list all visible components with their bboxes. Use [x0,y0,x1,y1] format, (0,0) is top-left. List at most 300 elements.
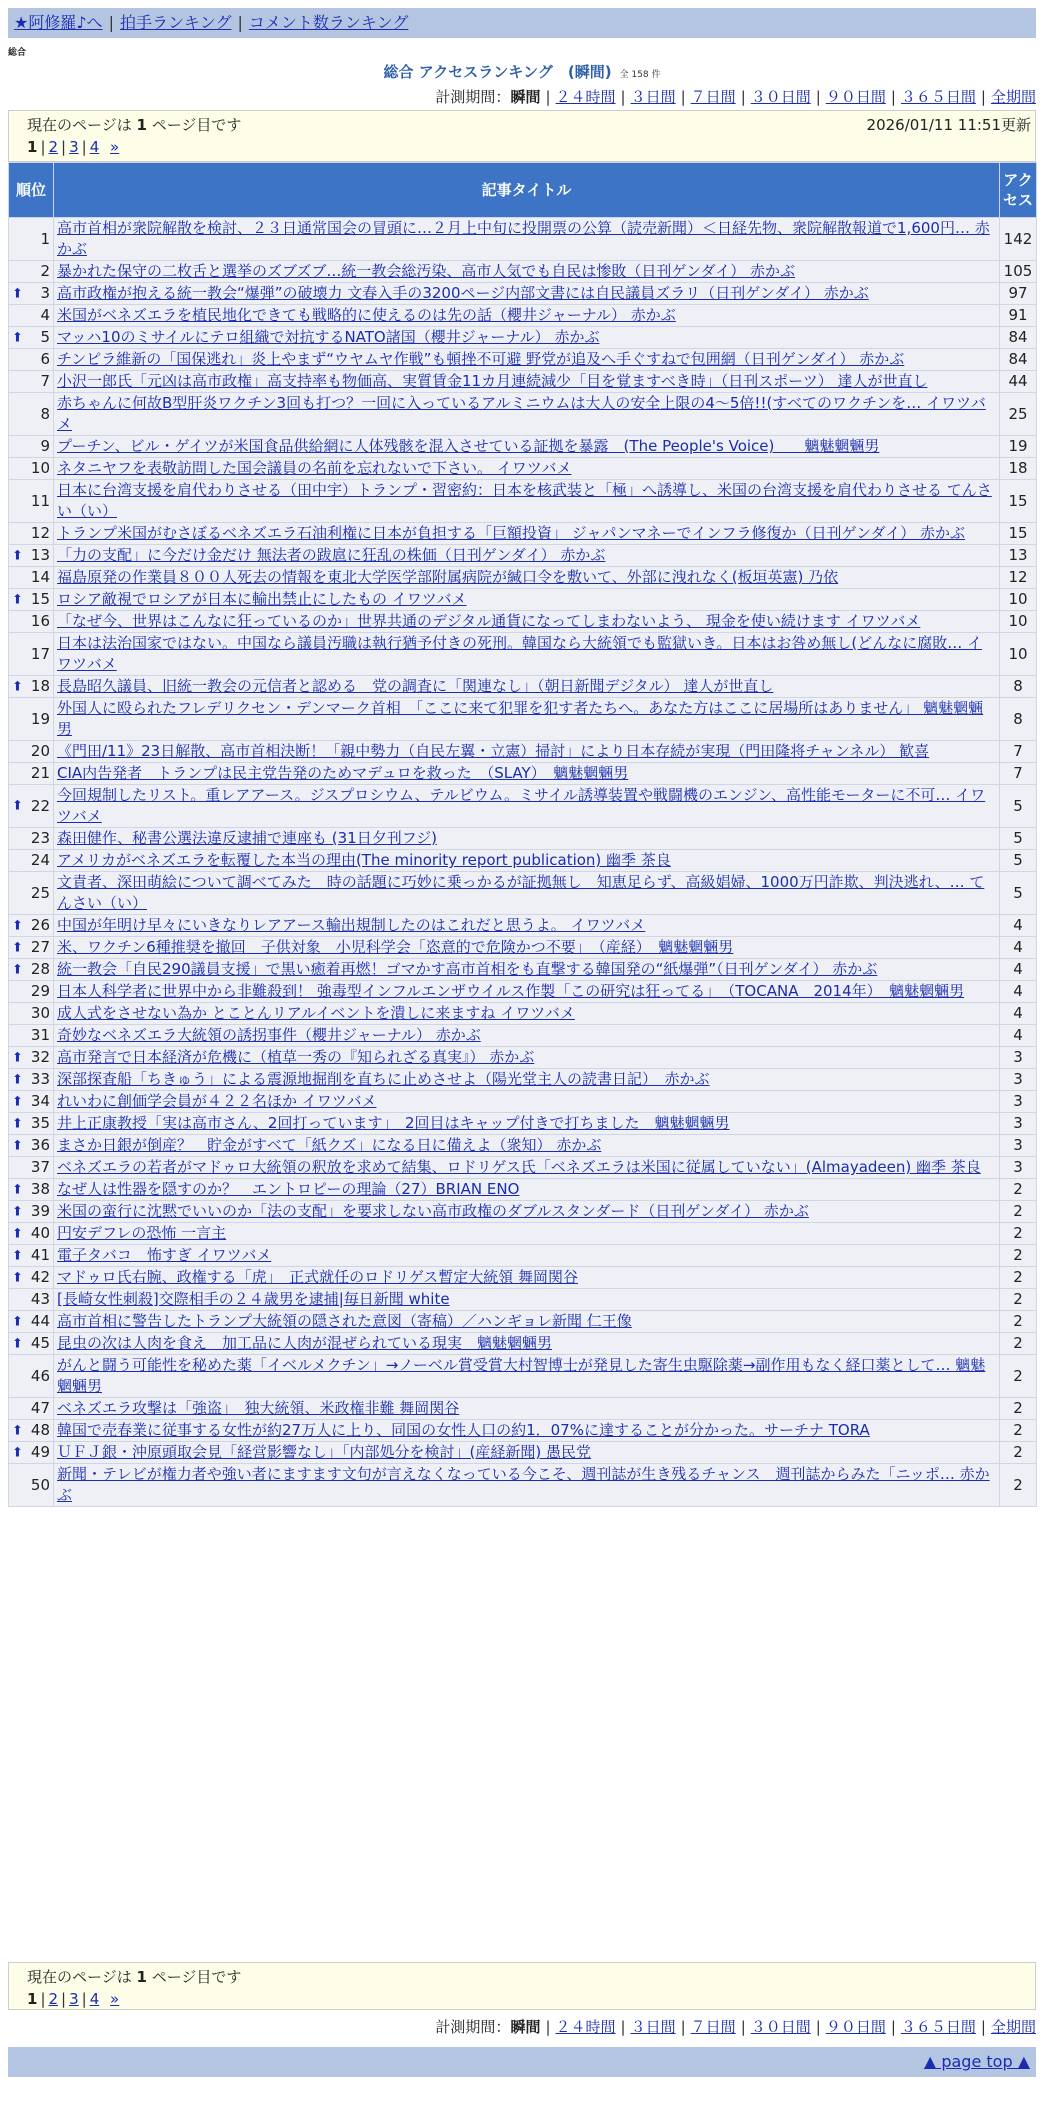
title-cell [54,283,1000,305]
access-count: 12 [1000,567,1037,589]
page-info-bottom [8,1962,1036,2010]
rank-cell [9,785,54,828]
rank-number: 20 [30,742,50,760]
rank-number: 31 [30,1026,50,1044]
rank-number: 19 [30,709,50,728]
rank-cell [9,915,54,937]
access-count: 142 [1000,218,1037,261]
article-link[interactable]: 日本人科学者に世界中から非難殺到！ 強毒型インフルエンザウイルス作製「この研究は狂ってる」 （TOCANA 2014年） 魑魅魍魎男 [57,982,965,1000]
header-title: 記事タイトル [54,163,1000,218]
up-arrow-icon: ⬆ [12,1204,23,1219]
article-link[interactable]: 中国が年明け早々にいきなりレアアース輸出規制したのはこれだと思うよ。 イワツバメ [57,916,646,934]
rank-cell [9,1267,54,1289]
up-arrow-icon: ⬆ [12,1314,23,1329]
title-cell [54,1201,1000,1223]
access-count: 3 [1000,1113,1037,1135]
up-arrow-icon: ⬆ [12,1182,23,1197]
up-arrow-icon: ⬆ [12,1072,23,1087]
article-link[interactable]: 日本に台湾支援を肩代わりさせる（田中宇）トランプ・習密約：日本を核武装と「極」へ誘導し、米国の台湾支援を肩代わりさせる てんさい（い） [57,481,992,520]
table-row [9,698,1037,741]
period-link-7d[interactable]: ７日間 [690,88,736,106]
table-row [9,1245,1037,1267]
title-cell [54,1179,1000,1201]
table-row [9,1223,1037,1245]
pager-link-2[interactable]: 2 [48,138,59,156]
article-link[interactable]: ベネズエラ攻撃は「強盗」 独大統領、米政権非難 舞岡関谷 [57,1399,460,1417]
pager-current: 1 [27,1990,38,2008]
access-count: 4 [1000,1025,1037,1047]
up-arrow-icon: ⬆ [12,330,23,345]
rank-number: 15 [30,590,50,608]
article-link[interactable]: 長島昭久議員、旧統一教会の元信者と認める 党の調査に「関連なし」（朝日新聞デジタル） 達人が世直し [57,677,774,695]
article-link[interactable]: 高市発言で日本経済が危機に（植草一秀の『知られざる真実』） 赤かぶ [57,1048,535,1066]
rank-cell [9,741,54,763]
up-arrow-icon: ⬆ [12,592,23,607]
title-cell [54,1289,1000,1311]
period-link-24h[interactable]: ２４時間 [555,88,616,106]
article-link[interactable]: 深部探査船「ちきゅう」による震源地掘削を直ちに止めさせよ（陽光堂主人の読書日記） 赤かぶ [57,1070,710,1088]
rank-cell [9,436,54,458]
table-row [9,458,1037,480]
rank-cell [9,828,54,850]
access-count: 2 [1000,1311,1037,1333]
nav-link-clap-ranking[interactable]: 拍手ランキング [119,13,232,32]
table-row [9,1398,1037,1420]
access-count: 3 [1000,1091,1037,1113]
rank-number: 2 [40,262,50,280]
article-link[interactable]: 高市政権が抱える統一教会“爆弾”の破壊力 文春入手の3200ページ内部文書には自民議員ズラリ（日刊ゲンダイ） 赤かぶ [57,284,869,302]
article-link[interactable]: 森田健作、秘書公選法違反逮捕で連座も (31日夕刊フジ) [57,829,437,847]
rank-number: 1 [40,229,50,248]
period-link-all[interactable]: 全期間 [990,2018,1036,2036]
table-row [9,480,1037,523]
rank-number: 7 [40,372,50,390]
access-count: 2 [1000,1289,1037,1311]
period-link-30d[interactable]: ３０日間 [750,88,811,106]
title-cell [54,1135,1000,1157]
rank-number: 11 [30,491,50,510]
pager-next[interactable]: » [110,1990,120,2008]
pager-link-3[interactable]: 3 [69,1990,79,2008]
article-link[interactable]: ベネズエラの若者がマドゥロ大統領の釈放を求めて結集、ロドリゲス氏「ベネズエラは米国に従属していない」(Almayadeen) 幽季 茶良 [57,1158,981,1176]
access-count: 15 [1000,480,1037,523]
article-link[interactable]: 日本は法治国家ではない。中国なら議員汚職は執行猶予付きの死刑。韓国なら大統領でも監獄いき。日本はお咎め無し(どんなに腐敗… イワツバメ [57,634,983,673]
table-row [9,611,1037,633]
article-link[interactable]: 韓国で売春業に従事する女性が約27万人に上り、同国の女性人口の約1．07%に達することが分かった。サーチナ TORA [57,1421,870,1439]
title-cell [54,327,1000,349]
article-link[interactable]: がんと闘う可能性を秘めた薬「イベルメクチン」→ノーベル賞受賞大村智博士が発見した寄生虫駆除薬→副作用もなく経口薬として… 魑魅魍魎男 [57,1356,986,1395]
table-row [9,1333,1037,1355]
up-arrow-icon: ⬆ [12,798,23,814]
title-cell [54,567,1000,589]
rank-cell [9,371,54,393]
table-row [9,1091,1037,1113]
access-count: 10 [1000,611,1037,633]
rank-cell [9,1069,54,1091]
access-count: 5 [1000,850,1037,872]
article-link[interactable]: ＵＦＪ銀・沖原頭取会見「経営影響なし」「内部処分を検討」(産経新聞) 愚民党 [57,1443,591,1461]
article-link[interactable]: まさか日銀が倒産？ 貯金がすべて「紙クズ」になる日に備えよ（衆知） 赤かぶ [57,1136,602,1154]
title-cell [54,741,1000,763]
article-link[interactable]: チンピラ維新の「国保逃れ」炎上やまず“ウヤムヤ作戦”も頓挫不可避 野党が追及へ手ぐすねで包囲網（日刊ゲンダイ） 赤かぶ [57,350,905,368]
rank-number: 35 [30,1114,50,1132]
rank-number: 37 [30,1158,50,1176]
nav-link-asyura[interactable]: ★阿修羅♪へ [14,13,103,32]
rank-cell [9,981,54,1003]
rank-number: 16 [30,612,50,630]
current-page-text: 現在のページは 1 ページ目です [27,116,242,134]
article-link[interactable]: 統一教会「自民290議員支援」で黒い癒着再燃！ゴマかす高市首相をも直撃する韓国発の“紙爆弾”（日刊ゲンダイ） 赤かぶ [57,960,878,978]
page-info-top [8,110,1036,162]
article-link[interactable]: マドゥロ氏右腕、政権する「虎」 正式就任のロドリゲス暫定大統領 舞岡関谷 [57,1268,578,1286]
nav-separator: | [108,13,114,32]
rank-number: 12 [30,524,50,542]
pager-link-2[interactable]: 2 [48,1990,59,2008]
period-link-24h[interactable]: ２４時間 [555,2018,616,2036]
article-link[interactable]: 赤ちゃんに何故B型肝炎ワクチン3回も打つ？一回に入っているアルミニウムは大人の安全上限の4〜5倍!!(すべてのワクチンを… イワツバメ [57,394,986,433]
access-count: 18 [1000,458,1037,480]
rank-cell [9,959,54,981]
rank-number: 13 [30,546,50,564]
rank-cell [9,872,54,915]
page-title [0,61,1044,82]
table-row [9,763,1037,785]
rank-cell [9,850,54,872]
title-cell [54,633,1000,676]
title-cell [54,1069,1000,1091]
up-arrow-icon: ⬆ [12,918,23,933]
rank-cell [9,1179,54,1201]
up-arrow-icon: ⬆ [12,962,23,977]
rank-cell [9,1157,54,1179]
table-row [9,785,1037,828]
ranking-table [8,162,1037,1507]
title-cell [54,872,1000,915]
table-row [9,1069,1037,1091]
title-cell [54,393,1000,436]
table-row [9,371,1037,393]
nav-link-comment-ranking[interactable]: コメント数ランキング [248,13,409,32]
article-link[interactable]: CIA内告発者 トランプは民主党告発のためマデュロを救った （SLAY） 魑魅魍魎男 [57,764,629,782]
article-link[interactable]: 米、ワクチン6種推奨を撤回 子供対象 小児科学会「恣意的で危険かつ不要」 （産経） 魑魅魍魎男 [57,938,734,956]
access-count: 10 [1000,589,1037,611]
rank-number: 22 [30,796,50,815]
access-count: 4 [1000,915,1037,937]
article-link[interactable]: 高市首相に警告したトランプ大統領の隠された意図（寄稿）／ハンギョレ新聞 仁王像 [57,1312,632,1330]
article-link[interactable]: 《門田/11》23日解散、高市首相決断！「親中勢力（自民左翼・立憲）掃討」により日本存続が実現（門田隆将チャンネル） 歓喜 [57,742,930,760]
article-link[interactable]: アメリカがベネズエラを転覆した本当の理由(The minority report publication) 幽季 茶良 [57,851,671,869]
title-cell [54,915,1000,937]
article-link[interactable]: 成人式をさせない為か とことんリアルイベントを潰しに来ますね イワツバメ [57,1004,575,1022]
table-row [9,261,1037,283]
period-current: 瞬間 [510,2018,541,2036]
period-selector-bottom: 計測期間：瞬間 | ２４時間 | ３日間 | ７日間 | ３０日間 | ９０日間 | ３６５日間 | 全期間 [435,2018,1036,2036]
rank-cell [9,523,54,545]
access-count: 8 [1000,676,1037,698]
title-cell [54,545,1000,567]
page-title-text: 総合 アクセスランキング (瞬間) [383,63,612,81]
page-top-link[interactable]: ▲ page top ▲ [923,2052,1030,2071]
rank-cell [9,1135,54,1157]
table-row [9,393,1037,436]
rank-number: 41 [30,1246,50,1264]
rank-cell [9,393,54,436]
table-row [9,1442,1037,1464]
article-link[interactable]: 外国人に殴られたフレデリクセン・デンマーク首相 「ここに来て犯罪を犯す者たちへ。あなた方はここに居場所はありません」 魑魅魍魎男 [57,699,984,738]
access-count: 2 [1000,1179,1037,1201]
rank-cell [9,480,54,523]
period-label: 計測期間： [435,2018,511,2036]
title-cell [54,1025,1000,1047]
rank-number: 17 [30,644,50,663]
total-count: 全 158 件 [619,70,661,80]
rank-number: 43 [30,1290,50,1308]
pager-link-4[interactable]: 4 [89,138,100,156]
article-link[interactable]: トランプ米国がむさぼるベネズエラ石油利権に日本が負担する「巨額投資」 ジャパンマネーでインフラ修復か（日刊ゲンダイ） 赤かぶ [57,524,966,542]
rank-number: 49 [30,1443,50,1461]
article-link[interactable]: 高市首相が衆院解散を検討、２３日通常国会の冒頭に…２月上中旬に投開票の公算（読売新聞）＜日経先物、衆院解散報道で1,600円… 赤かぶ [57,219,990,258]
title-cell [54,1113,1000,1135]
rank-cell [9,1398,54,1420]
rank-number: 5 [40,328,50,346]
title-cell [54,676,1000,698]
article-link[interactable]: 福島原発の作業員８００人死去の情報を東北大学医学部附属病院が緘口令を敷いて、外部に洩れなく(板垣英憲) 乃依 [57,568,839,586]
article-link[interactable]: 文責者、深田萌絵について調べてみた 時の話題に巧妙に乗っかるが証拠無し 知恵足らず、高級娼婦、1000万円詐欺、判決逃れ、… てんさい（い） [57,873,985,912]
access-count: 3 [1000,1157,1037,1179]
rank-number: 27 [30,938,50,956]
rank-cell [9,349,54,371]
article-link[interactable]: 円安デフレの恐怖 一言主 [57,1224,227,1242]
period-link-7d[interactable]: ７日間 [690,2018,736,2036]
title-cell [54,1355,1000,1398]
pager-next[interactable]: » [110,138,120,156]
period-link-365d[interactable]: ３６５日間 [900,2018,976,2036]
article-link[interactable]: 新聞・テレビが権力者や強い者にますます文句が言えなくなっている今こそ、週刊誌が生き残るチャンス 週刊誌からみた「ニッポ… 赤かぶ [57,1465,990,1504]
table-row [9,915,1037,937]
title-cell [54,1223,1000,1245]
rank-number: 9 [40,437,50,455]
access-count: 3 [1000,1047,1037,1069]
rank-number: 23 [30,829,50,847]
rank-cell [9,1091,54,1113]
rank-cell [9,1311,54,1333]
updated-timestamp: 2026/01/11 11:51更新 [866,116,1031,134]
table-row [9,589,1037,611]
pager-link-4[interactable]: 4 [89,1990,100,2008]
article-link[interactable]: プーチン、ビル・ゲイツが米国食品供給網に人体残骸を混入させている証拠を暴露 (The People's Voice) 魑魅魍魎男 [57,437,880,455]
title-cell [54,523,1000,545]
rank-number: 3 [40,284,50,302]
up-arrow-icon: ⬆ [12,940,23,955]
access-count: 84 [1000,327,1037,349]
access-count: 15 [1000,523,1037,545]
title-cell [54,1003,1000,1025]
article-link[interactable]: ネタニヤフを表敬訪問した国会議員の名前を忘れないで下さい。 イワツバメ [57,459,572,477]
title-cell [54,937,1000,959]
rank-cell [9,305,54,327]
access-count: 13 [1000,545,1037,567]
title-cell [54,850,1000,872]
table-row [9,305,1037,327]
title-cell [54,218,1000,261]
table-row [9,1464,1037,1507]
table-row [9,283,1037,305]
pager-top: 1 | 2 | 3 | 4 » [27,138,120,156]
table-header-row [9,163,1037,218]
pager-link-3[interactable]: 3 [69,138,79,156]
pager-current: 1 [27,138,38,156]
table-row [9,218,1037,261]
rank-number: 6 [40,350,50,368]
article-link[interactable]: 米国がベネズエラを植民地化できても戦略的に使えるのは先の話（櫻井ジャーナル） 赤かぶ [57,306,676,324]
title-cell [54,480,1000,523]
table-row [9,741,1037,763]
table-row [9,1289,1037,1311]
period-link-3d[interactable]: ３日間 [630,2018,676,2036]
title-cell [54,371,1000,393]
article-link[interactable]: 小沢一郎氏「元凶は高市政権」高支持率も物価高、実質賃金11カ月連続減少「目を覚ますべき時」（日刊スポーツ） 達人が世直し [57,372,928,390]
rank-cell [9,676,54,698]
rank-cell [9,567,54,589]
table-row [9,436,1037,458]
header-access: アクセス [1000,163,1037,218]
table-row [9,1025,1037,1047]
up-arrow-icon: ⬆ [12,1050,23,1065]
up-arrow-icon: ⬆ [12,1423,23,1438]
rank-cell [9,937,54,959]
period-link-3d[interactable]: ３日間 [630,88,676,106]
rank-cell [9,1047,54,1069]
article-link[interactable]: 井上正康教授「実は高市さん、2回打っています」 2回目はキャップ付きで打ちました 魑魅魍魎男 [57,1114,730,1132]
rank-number: 39 [30,1202,50,1220]
article-link[interactable]: 昆虫の次は人肉を食え 加工品に人肉が混ぜられている現実 魑魅魍魎男 [57,1334,553,1352]
title-cell [54,1157,1000,1179]
rank-number: 33 [30,1070,50,1088]
article-link[interactable]: 電子タバコ 怖すぎ イワツバメ [57,1246,272,1264]
bottom-bar [8,2047,1036,2077]
article-link[interactable]: れいわに創価学会員が４２２名ほか イワツバメ [57,1092,377,1110]
title-cell [54,828,1000,850]
title-cell [54,785,1000,828]
rank-cell [9,1442,54,1464]
access-count: 2 [1000,1464,1037,1507]
title-cell [54,436,1000,458]
rank-cell [9,545,54,567]
title-cell [54,981,1000,1003]
article-link[interactable]: マッハ10のミサイルにテロ組織で対抗するNATO諸国（櫻井ジャーナル） 赤かぶ [57,328,600,346]
access-count: 44 [1000,371,1037,393]
up-arrow-icon: ⬆ [12,1270,23,1285]
title-cell [54,1420,1000,1442]
period-link-90d[interactable]: ９０日間 [825,88,886,106]
period-link-all[interactable]: 全期間 [990,88,1036,106]
access-count: 91 [1000,305,1037,327]
rank-number: 47 [30,1399,50,1417]
title-cell [54,458,1000,480]
table-row [9,1113,1037,1135]
rank-number: 26 [30,916,50,934]
rank-cell [9,1245,54,1267]
article-link[interactable]: ロシア敵視でロシアが日本に輸出禁止にしたもの イワツバメ [57,590,467,608]
title-cell [54,305,1000,327]
access-count: 8 [1000,698,1037,741]
access-count: 25 [1000,393,1037,436]
article-link[interactable]: [長崎女性刺殺]交際相手の２４歳男を逮捕|毎日新聞 white [57,1290,450,1308]
rank-cell [9,1025,54,1047]
title-cell [54,349,1000,371]
title-cell [54,611,1000,633]
rank-number: 4 [40,306,50,324]
table-row [9,349,1037,371]
article-link[interactable]: なぜ人は性器を隠すのか？ エントロピーの理論（27）BRIAN ENO [57,1180,520,1198]
rank-cell [9,633,54,676]
rank-number: 32 [30,1048,50,1066]
rank-cell [9,458,54,480]
rank-cell [9,327,54,349]
up-arrow-icon: ⬆ [12,1226,23,1241]
access-count: 5 [1000,828,1037,850]
table-row [9,1003,1037,1025]
access-count: 19 [1000,436,1037,458]
period-current: 瞬間 [510,88,541,106]
pager-bottom: 1 | 2 | 3 | 4 » [27,1990,120,2008]
access-count: 97 [1000,283,1037,305]
access-count: 105 [1000,261,1037,283]
period-link-365d[interactable]: ３６５日間 [900,88,976,106]
access-count: 4 [1000,937,1037,959]
period-link-90d[interactable]: ９０日間 [825,2018,886,2036]
access-count: 7 [1000,741,1037,763]
rank-cell [9,1464,54,1507]
period-link-30d[interactable]: ３０日間 [750,2018,811,2036]
article-link[interactable]: 今回規制したリスト。重レアアース。ジスプロシウム、テルビウム。ミサイル誘導装置や戦闘機のエンジン、高性能モーターに不可… イワツバメ [57,786,986,825]
rank-number: 45 [30,1334,50,1352]
rank-number: 48 [30,1421,50,1439]
table-row [9,981,1037,1003]
article-link[interactable]: 米国の蛮行に沈黙でいいのか「法の支配」を要求しない高市政権のダブルスタンダード（日刊ゲンダイ） 赤かぶ [57,1202,809,1220]
title-cell [54,1311,1000,1333]
table-row [9,850,1037,872]
up-arrow-icon: ⬆ [12,1116,23,1131]
rank-number: 25 [30,883,50,902]
up-arrow-icon: ⬆ [12,1248,23,1263]
up-arrow-icon: ⬆ [12,548,23,563]
nav-separator: | [237,13,243,32]
rank-number: 28 [30,960,50,978]
table-row [9,1157,1037,1179]
access-count: 2 [1000,1420,1037,1442]
title-cell [54,763,1000,785]
rank-cell [9,261,54,283]
table-row [9,676,1037,698]
article-link[interactable]: 奇妙なベネズエラ大統領の誘拐事件（櫻井ジャーナル） 赤かぶ [57,1026,481,1044]
access-count: 2 [1000,1245,1037,1267]
article-link[interactable]: 暴かれた保守の二枚舌と選挙のズブズブ…統一教会総汚染、高市人気でも自民は惨敗（日刊ゲンダイ） 赤かぶ [57,262,795,280]
table-row [9,567,1037,589]
rank-number: 21 [30,764,50,782]
table-row [9,1201,1037,1223]
access-count: 10 [1000,633,1037,676]
rank-cell [9,1355,54,1398]
rank-number: 40 [30,1224,50,1242]
table-row [9,1355,1037,1398]
rank-number: 8 [40,404,50,423]
article-link[interactable]: 「力の支配」に今だけ金だけ 無法者の跋扈に狂乱の株価（日刊ゲンダイ） 赤かぶ [57,546,606,564]
article-link[interactable]: 「なぜ今、世界はこんなに狂っているのか」世界共通のデジタル通貨になってしまわないよう、 現金を使い続けます イワツバメ [57,612,921,630]
rank-number: 46 [30,1366,50,1385]
access-count: 4 [1000,959,1037,981]
access-count: 5 [1000,872,1037,915]
